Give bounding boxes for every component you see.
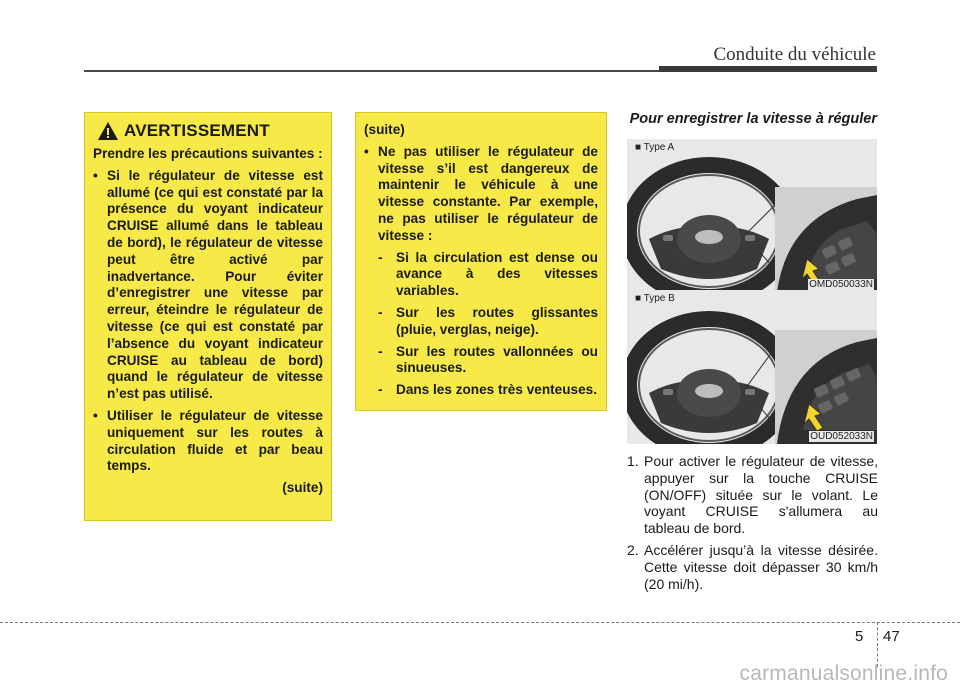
steering-wheel-illustration (627, 139, 877, 292)
continued-heading: (suite) (364, 122, 405, 137)
warning-bullet: • Ne pas utiliser le régulateur de vitesse s’il est dangereux de maintenir le véhicule à une vitesse constante. Par exemple, ne pas utiliser le régulateur de vitesse : - Si la circulation est dense ou avance à des vitesses variables. - Sur les routes glissantes (pluie, verglas, neige). - Sur les routes vallonnées ou sinueuses. - Dans les zones très venteuses. (364, 143, 598, 398)
warning-bullet-text: Si le régulateur de vitesse est allumé (ce qui est constaté par la présence du voyant indicateur CRUISE allumé dans le tableau de bord), le régulateur de vitesse peut être activé par inadvertance. Pour éviter d’enregistrer une vitesse par erreur, éteindre le régulateur de vitesse (ce qui est constaté par l’absence du voyant indicateur CRUISE au tableau de bord) quand le régulateur de vitesse n’est pas utilisé. (107, 167, 323, 402)
type-a-label: ■ Type A (635, 142, 675, 153)
warning-bullet-text: Ne pas utiliser le régulateur de vitesse s’il est dangereux de maintenir le véhicule à une vitesse constante. Par exemple, ne pas utiliser le régulateur de vitesse : (378, 143, 598, 243)
chapter-number: 5 (855, 628, 864, 645)
step-text: Accélérer jusqu’à la vitesse désirée. Cette vitesse doit dépasser 30 km/h (20 mi/h). (644, 541, 878, 592)
sub-item: - Dans les zones très venteuses. (378, 382, 597, 398)
warning-intro: Prendre les précautions suivantes : (93, 146, 323, 161)
sub-item: - Sur les routes glissantes (pluie, verglas, neige). (378, 304, 598, 337)
page-header-title: Conduite du véhicule (713, 44, 876, 65)
step-item (627, 542, 878, 592)
warning-box (84, 112, 332, 521)
step-item (627, 453, 878, 537)
steering-wheel-image-type-b (627, 290, 877, 444)
header-rule-accent (659, 66, 877, 72)
image-code: OMD050033N (809, 279, 873, 290)
sub-item: - Si la circulation est dense ou avance à des vitesses variables. (378, 249, 598, 299)
instruction-steps (627, 453, 878, 597)
warning-bullet: • Si le régulateur de vitesse est allumé (ce qui est constaté par la présence du voyant indicateur CRUISE allumé dans le tableau de bord), le régulateur de vitesse peut être activé par inadvertance. Pour éviter d’enregistrer une vitesse par erreur, éteindre le régulateur de vitesse (ce qui est constaté par l’absence du voyant indicateur CRUISE au tableau de bord) quand le régulateur de vitesse n’est pas utilisé. (93, 167, 323, 402)
step-number: 1. (627, 453, 639, 469)
sub-item: - Sur les routes vallonnées ou sinueuses. (378, 343, 598, 376)
step-number: 2. (627, 541, 639, 558)
header-rule (84, 70, 659, 72)
warning-bullet: • Utiliser le régulateur de vitesse uniquement sur les routes à circulation fluide et par beau temps. (93, 407, 323, 474)
section-heading: Pour enregistrer la vitesse à réguler (629, 111, 877, 127)
warning-bullet-text: Utiliser le régulateur de vitesse uniquement sur les routes à circulation fluide et par beau temps. (107, 407, 323, 474)
sub-item-text: Sur les routes vallonnées ou sinueuses. (396, 343, 598, 376)
warning-triangle-icon (97, 121, 119, 141)
warning-title: AVERTISSEMENT (124, 121, 270, 140)
page-number: 47 (883, 628, 900, 645)
steering-wheel-image-type-a (627, 139, 877, 292)
footer-separator (877, 622, 878, 667)
sub-item-text: Sur les routes glissantes (pluie, verglas, neige). (396, 304, 598, 337)
step-text: Pour activer le régulateur de vitesse, appuyer sur la touche CRUISE (ON/OFF) située sur le volant. Le voyant CRUISE s'allumera au tableau de bord. (644, 453, 878, 537)
continued-label: (suite) (282, 480, 323, 496)
warning-box-continued (355, 112, 607, 411)
footer-rule (0, 622, 960, 623)
warning-header (97, 121, 323, 141)
sub-item-text: Si la circulation est dense ou avance à des vitesses variables. (396, 249, 598, 299)
steering-wheel-illustration (627, 290, 877, 444)
watermark: carmanualsonline.info (739, 662, 948, 685)
sub-item-text: Dans les zones très venteuses. (396, 382, 597, 398)
image-code: OUD052033N (810, 431, 873, 442)
type-b-label: ■ Type B (635, 293, 675, 304)
